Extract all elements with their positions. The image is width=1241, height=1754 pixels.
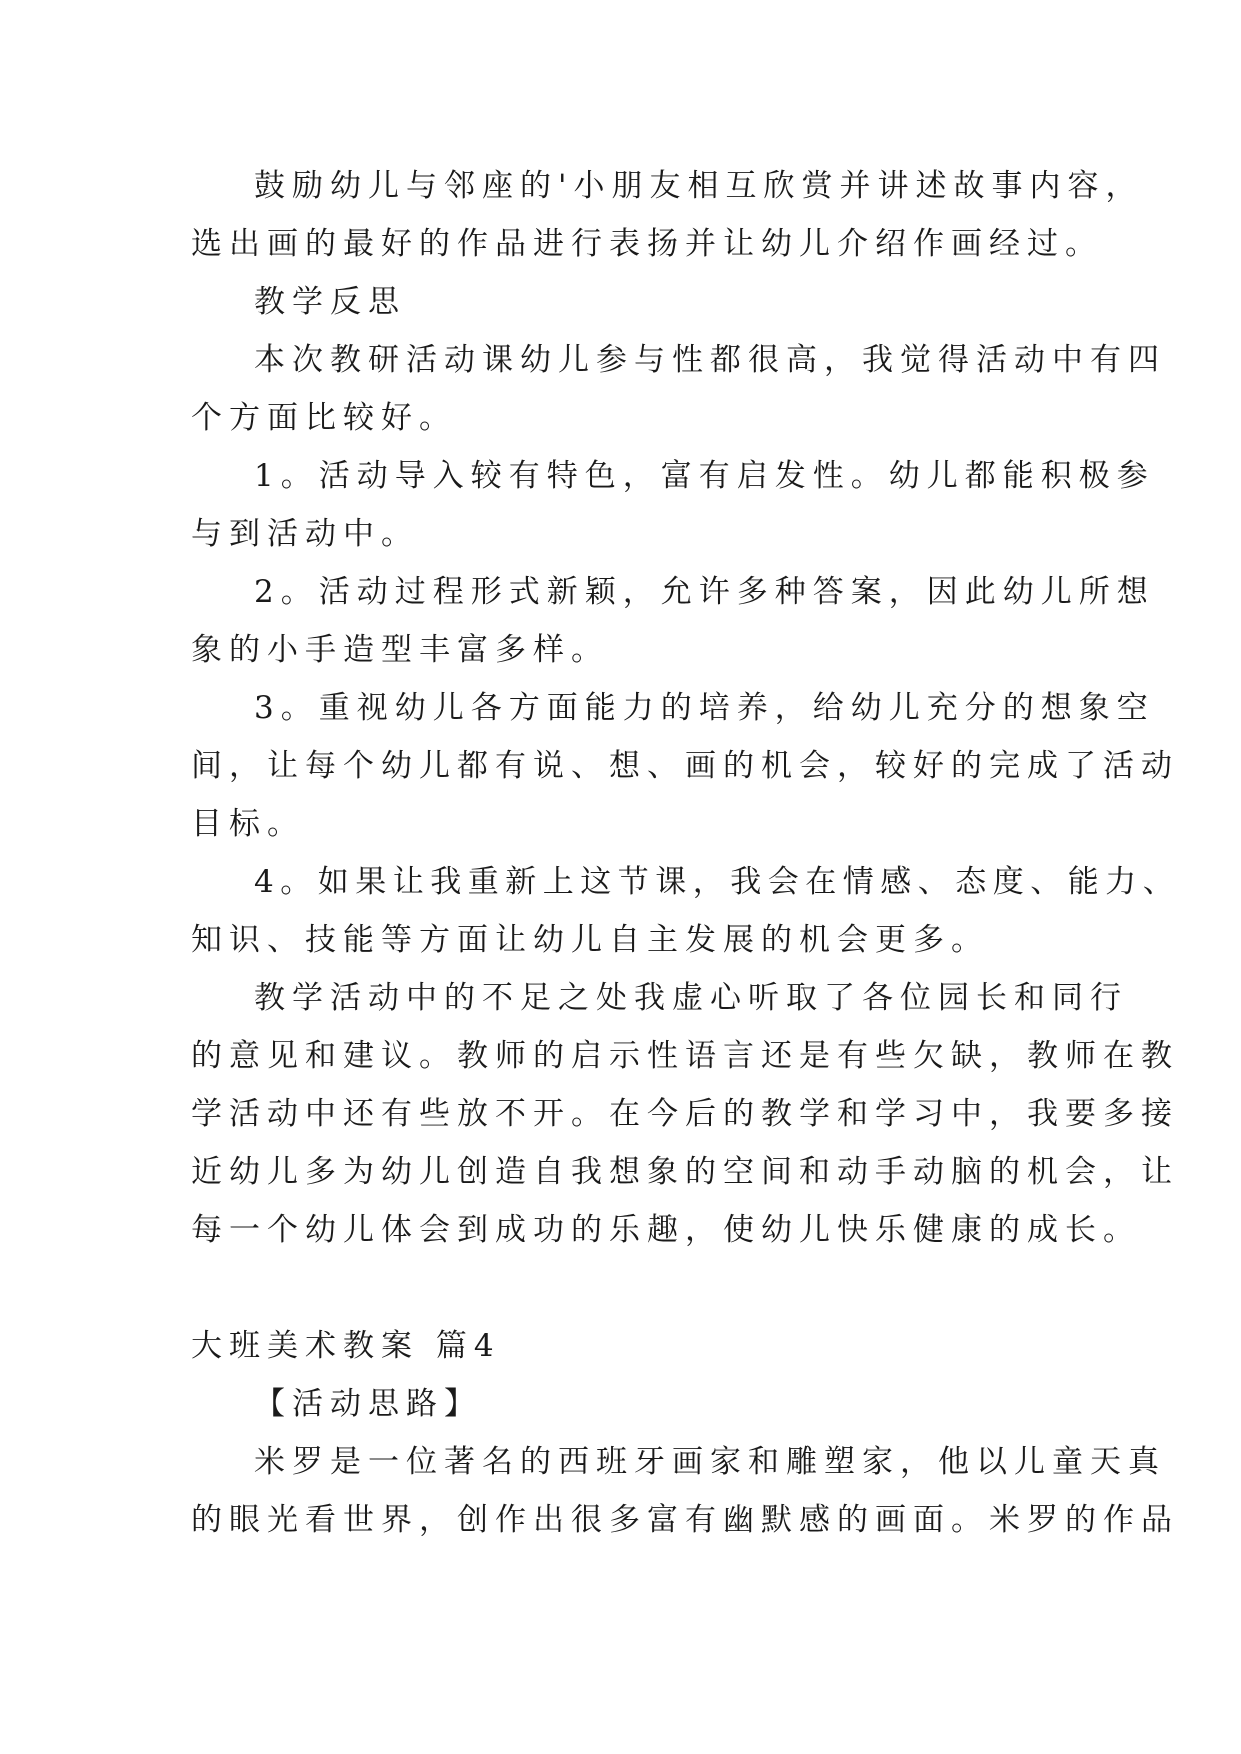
list-item: 2。活动过程形式新颖，允许多种答案，因此幼儿所想 bbox=[254, 574, 1155, 610]
section-heading: 教学反思 bbox=[254, 284, 406, 320]
paragraph-line: 象的小手造型丰富多样。 bbox=[191, 632, 609, 668]
list-item: 4。如果让我重新上这节课，我会在情感、态度、能力、 bbox=[254, 864, 1181, 900]
paragraph-line: 鼓励幼儿与邻座的'小朋友相互欣赏并讲述故事内容， bbox=[254, 168, 1144, 204]
paragraph-line: 教学活动中的不足之处我虚心听取了各位园长和同行 bbox=[254, 980, 1128, 1016]
list-item: 1。活动导入较有特色，富有启发性。幼儿都能积极参 bbox=[254, 458, 1155, 494]
paragraph-line: 选出画的最好的作品进行表扬并让幼儿介绍作画经过。 bbox=[191, 226, 1103, 262]
paragraph-line: 的眼光看世界，创作出很多富有幽默感的画面。米罗的作品 bbox=[191, 1502, 1179, 1538]
paragraph-line: 个方面比较好。 bbox=[191, 400, 457, 436]
paragraph-line: 与到活动中。 bbox=[191, 516, 419, 552]
paragraph-line: 间，让每个幼儿都有说、想、画的机会，较好的完成了活动 bbox=[191, 748, 1179, 784]
paragraph-line: 知识、技能等方面让幼儿自主发展的机会更多。 bbox=[191, 922, 989, 958]
paragraph-line: 目标。 bbox=[191, 806, 305, 842]
paragraph-line: 每一个幼儿体会到成功的乐趣，使幼儿快乐健康的成长。 bbox=[191, 1212, 1141, 1248]
paragraph-line: 米罗是一位著名的西班牙画家和雕塑家，他以儿童天真 bbox=[254, 1444, 1166, 1480]
paragraph-line: 的意见和建议。教师的启示性语言还是有些欠缺，教师在教 bbox=[191, 1038, 1179, 1074]
paragraph-line: 学活动中还有些放不开。在今后的教学和学习中，我要多接 bbox=[191, 1096, 1179, 1132]
list-item: 3。重视幼儿各方面能力的培养，给幼儿充分的想象空 bbox=[254, 690, 1155, 726]
paragraph-line: 本次教研活动课幼儿参与性都很高，我觉得活动中有四 bbox=[254, 342, 1166, 378]
paragraph-line: 近幼儿多为幼儿创造自我想象的空间和动手动脑的机会，让 bbox=[191, 1154, 1179, 1190]
section-title: 大班美术教案 篇4 bbox=[191, 1328, 501, 1364]
section-heading: 【活动思路】 bbox=[254, 1386, 482, 1422]
